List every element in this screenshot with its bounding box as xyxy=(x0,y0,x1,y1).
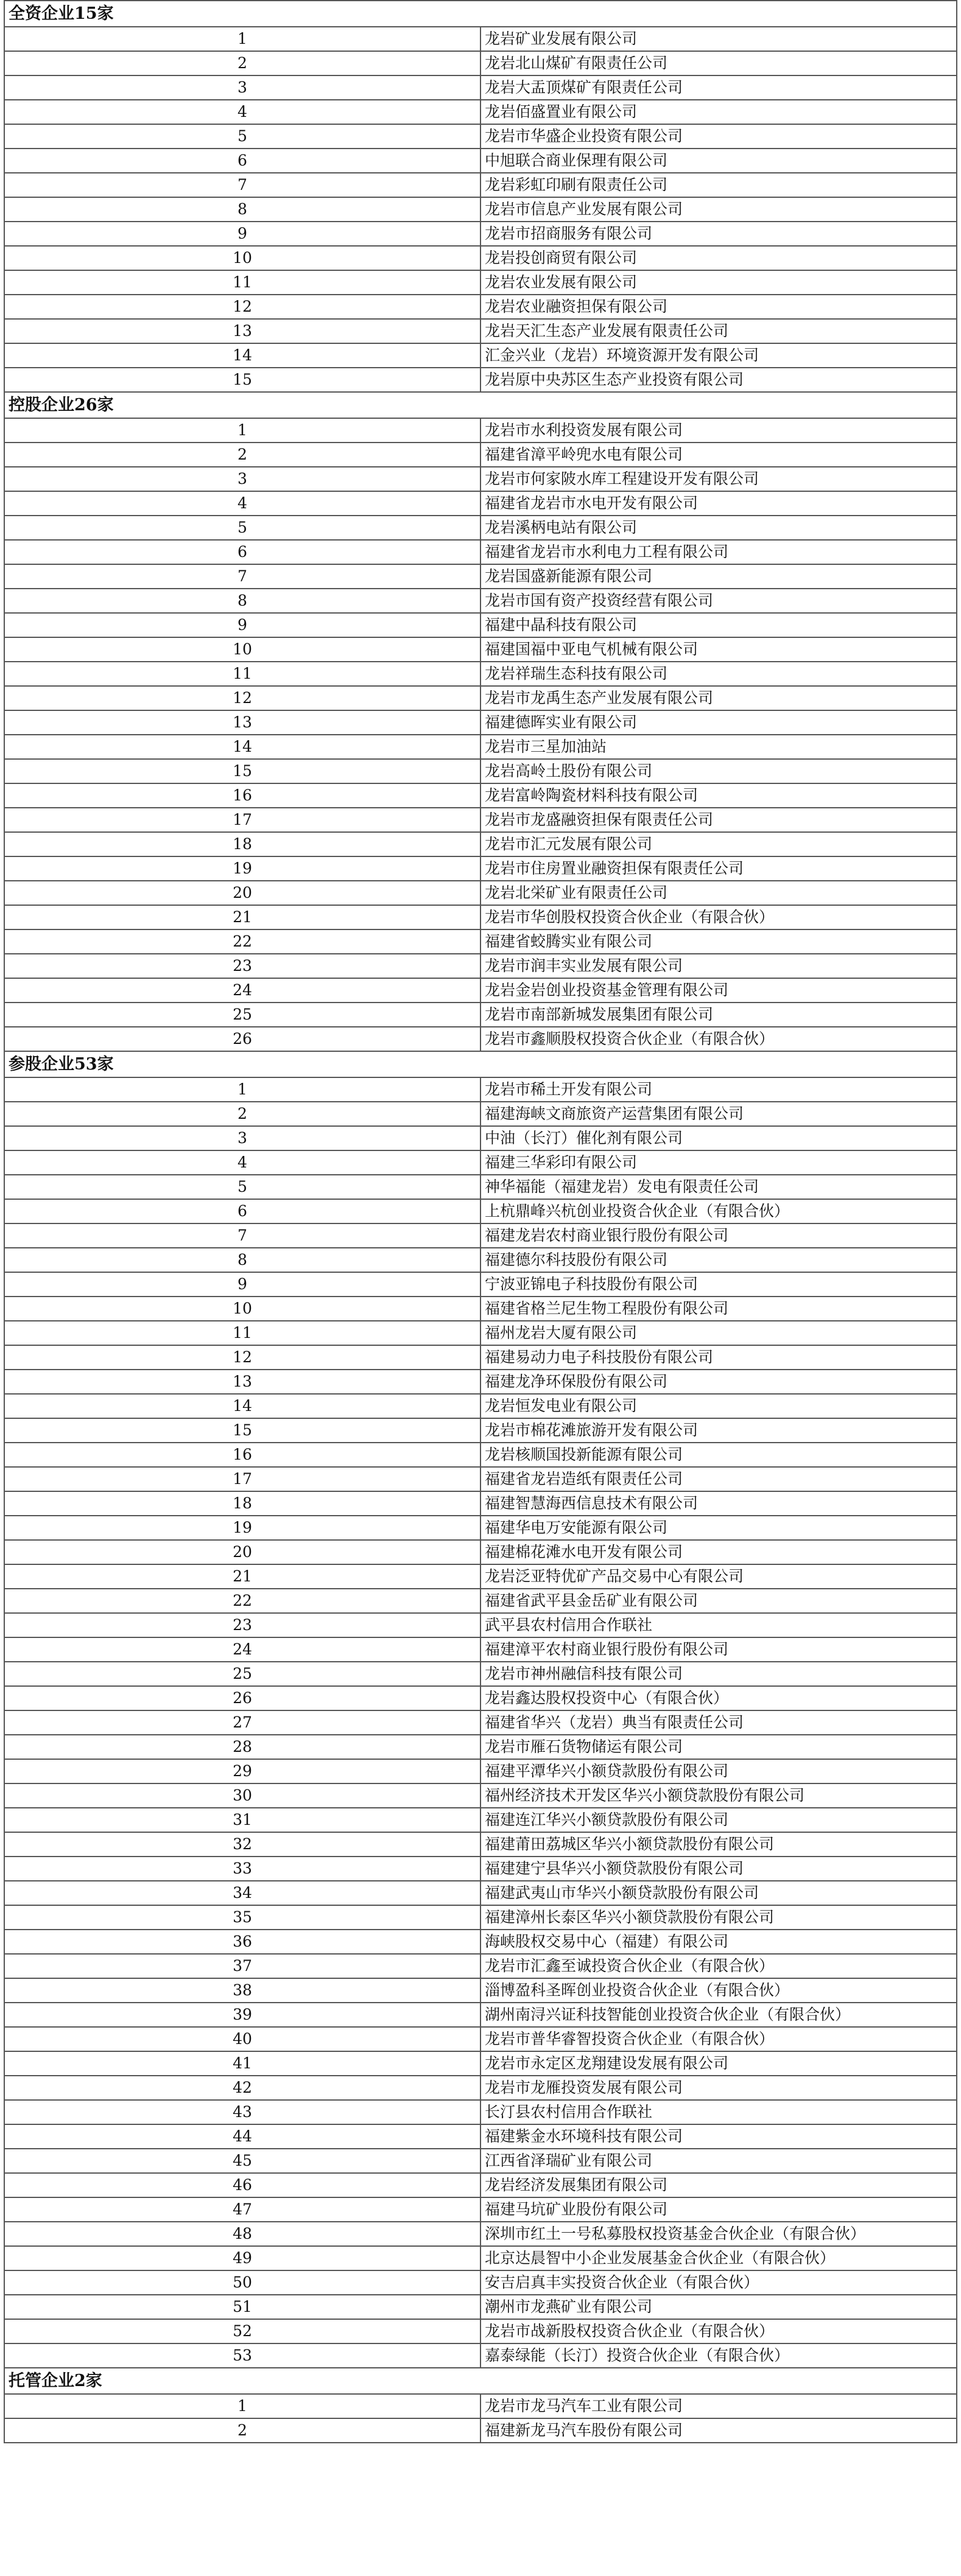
row-number: 24 xyxy=(4,1637,480,1662)
row-number: 11 xyxy=(4,1321,480,1345)
table-row xyxy=(4,1027,957,1051)
company-name: 龙岩溪柄电站有限公司 xyxy=(480,516,957,540)
row-number: 42 xyxy=(4,2076,480,2100)
table-row xyxy=(4,2394,957,2418)
row-number: 12 xyxy=(4,686,480,710)
company-name: 龙岩市战新股权投资合伙企业（有限合伙） xyxy=(480,2319,957,2343)
row-number: 13 xyxy=(4,1370,480,1394)
row-number: 1 xyxy=(4,418,480,443)
row-number: 14 xyxy=(4,1394,480,1418)
table-row xyxy=(4,1199,957,1223)
row-number: 45 xyxy=(4,2149,480,2173)
row-number: 43 xyxy=(4,2100,480,2124)
row-number: 18 xyxy=(4,1491,480,1516)
table-row xyxy=(4,1808,957,1832)
table-row xyxy=(4,1516,957,1540)
company-name: 福建海峡文商旅资产运营集团有限公司 xyxy=(480,1102,957,1126)
row-number: 6 xyxy=(4,149,480,173)
table-row xyxy=(4,1491,957,1516)
row-number: 5 xyxy=(4,1175,480,1199)
company-name: 武平县农村信用合作联社 xyxy=(480,1613,957,1637)
row-number: 33 xyxy=(4,1857,480,1881)
company-name: 龙岩市普华睿智投资合伙企业（有限合伙） xyxy=(480,2027,957,2051)
company-name: 龙岩投创商贸有限公司 xyxy=(480,246,957,270)
company-name: 龙岩高岭土股份有限公司 xyxy=(480,759,957,783)
company-name: 福建中晶科技有限公司 xyxy=(480,613,957,637)
company-name: 福建省格兰尼生物工程股份有限公司 xyxy=(480,1297,957,1321)
company-name: 福建德晖实业有限公司 xyxy=(480,710,957,735)
table-row xyxy=(4,2027,957,2051)
section-header-row xyxy=(4,392,957,418)
row-number: 4 xyxy=(4,1150,480,1175)
company-name: 福建平潭华兴小额贷款股份有限公司 xyxy=(480,1759,957,1783)
table-row xyxy=(4,1905,957,1930)
company-name: 龙岩市三星加油站 xyxy=(480,735,957,759)
table-row xyxy=(4,1394,957,1418)
table-row xyxy=(4,2124,957,2149)
row-number: 9 xyxy=(4,222,480,246)
company-name: 中旭联合商业保理有限公司 xyxy=(480,149,957,173)
row-number: 22 xyxy=(4,1589,480,1613)
row-number: 5 xyxy=(4,124,480,149)
table-row xyxy=(4,2295,957,2319)
company-name: 潮州市龙燕矿业有限公司 xyxy=(480,2295,957,2319)
company-name: 北京达晨智中小企业发展基金合伙企业（有限合伙） xyxy=(480,2246,957,2270)
company-name: 江西省泽瑞矿业有限公司 xyxy=(480,2149,957,2173)
section-header-row xyxy=(4,2368,957,2394)
table-row xyxy=(4,1467,957,1491)
table-row xyxy=(4,1150,957,1175)
row-number: 48 xyxy=(4,2222,480,2246)
table-row xyxy=(4,1686,957,1710)
table-row xyxy=(4,1418,957,1443)
enterprise-table xyxy=(4,0,957,2443)
row-number: 19 xyxy=(4,1516,480,1540)
row-number: 31 xyxy=(4,1808,480,1832)
row-number: 49 xyxy=(4,2246,480,2270)
company-name: 龙岩市龙马汽车工业有限公司 xyxy=(480,2394,957,2418)
row-number: 29 xyxy=(4,1759,480,1783)
enterprise-table-body xyxy=(4,1,957,2443)
table-row xyxy=(4,954,957,978)
company-name: 龙岩市龙盛融资担保有限责任公司 xyxy=(480,808,957,832)
company-name: 福建漳州长泰区华兴小额贷款股份有限公司 xyxy=(480,1905,957,1930)
company-name: 深圳市红土一号私募股权投资基金合伙企业（有限合伙） xyxy=(480,2222,957,2246)
row-number: 17 xyxy=(4,808,480,832)
company-name: 福建易动力电子科技股份有限公司 xyxy=(480,1345,957,1370)
company-name: 淄博盈科圣晖创业投资合伙企业（有限合伙） xyxy=(480,1978,957,2003)
table-row xyxy=(4,2222,957,2246)
row-number: 8 xyxy=(4,197,480,222)
company-name: 龙岩市润丰实业发展有限公司 xyxy=(480,954,957,978)
company-name: 长汀县农村信用合作联社 xyxy=(480,2100,957,2124)
table-row xyxy=(4,2197,957,2222)
row-number: 35 xyxy=(4,1905,480,1930)
row-number: 30 xyxy=(4,1783,480,1808)
table-row xyxy=(4,856,957,881)
table-row xyxy=(4,2003,957,2027)
table-row xyxy=(4,2343,957,2368)
row-number: 7 xyxy=(4,173,480,197)
row-number: 2 xyxy=(4,51,480,75)
table-row xyxy=(4,1783,957,1808)
company-name: 龙岩农业融资担保有限公司 xyxy=(480,295,957,319)
row-number: 18 xyxy=(4,832,480,856)
row-number: 21 xyxy=(4,1564,480,1589)
table-row xyxy=(4,1272,957,1297)
company-name: 神华福能（福建龙岩）发电有限责任公司 xyxy=(480,1175,957,1199)
company-name: 龙岩市汇鑫至诚投资合伙企业（有限合伙） xyxy=(480,1954,957,1978)
table-row xyxy=(4,2051,957,2076)
row-number: 14 xyxy=(4,343,480,368)
row-number: 13 xyxy=(4,710,480,735)
row-number: 17 xyxy=(4,1467,480,1491)
row-number: 47 xyxy=(4,2197,480,2222)
company-name: 龙岩北山煤矿有限责任公司 xyxy=(480,51,957,75)
table-row xyxy=(4,343,957,368)
row-number: 50 xyxy=(4,2270,480,2295)
company-name: 宁波亚锦电子科技股份有限公司 xyxy=(480,1272,957,1297)
row-number: 7 xyxy=(4,1223,480,1248)
table-row xyxy=(4,1930,957,1954)
row-number: 6 xyxy=(4,540,480,564)
company-name: 龙岩市汇元发展有限公司 xyxy=(480,832,957,856)
row-number: 7 xyxy=(4,564,480,589)
company-name: 福建省蛟腾实业有限公司 xyxy=(480,929,957,954)
table-row xyxy=(4,1978,957,2003)
row-number: 27 xyxy=(4,1710,480,1735)
table-row xyxy=(4,124,957,149)
company-name: 福建省龙岩市水电开发有限公司 xyxy=(480,491,957,516)
table-row xyxy=(4,270,957,295)
section-header-row xyxy=(4,1,957,27)
table-row xyxy=(4,1126,957,1150)
row-number: 24 xyxy=(4,978,480,1003)
table-row xyxy=(4,881,957,905)
company-name: 龙岩市永定区龙翔建设发展有限公司 xyxy=(480,2051,957,2076)
table-row xyxy=(4,1662,957,1686)
row-number: 22 xyxy=(4,929,480,954)
table-row xyxy=(4,2076,957,2100)
row-number: 11 xyxy=(4,270,480,295)
company-name: 龙岩恒发电业有限公司 xyxy=(480,1394,957,1418)
table-row xyxy=(4,100,957,124)
row-number: 40 xyxy=(4,2027,480,2051)
company-name: 福建建宁县华兴小额贷款股份有限公司 xyxy=(480,1857,957,1881)
row-number: 14 xyxy=(4,735,480,759)
row-number: 4 xyxy=(4,100,480,124)
row-number: 39 xyxy=(4,2003,480,2027)
table-row xyxy=(4,1589,957,1613)
table-row xyxy=(4,1954,957,1978)
table-row xyxy=(4,246,957,270)
table-row xyxy=(4,368,957,392)
row-number: 25 xyxy=(4,1003,480,1027)
row-number: 51 xyxy=(4,2295,480,2319)
company-name: 福建龙净环保股份有限公司 xyxy=(480,1370,957,1394)
table-row xyxy=(4,1175,957,1199)
company-name: 福州经济技术开发区华兴小额贷款股份有限公司 xyxy=(480,1783,957,1808)
table-row xyxy=(4,1832,957,1857)
company-name: 中油（长汀）催化剂有限公司 xyxy=(480,1126,957,1150)
table-row xyxy=(4,710,957,735)
company-name: 龙岩市南部新城发展集团有限公司 xyxy=(480,1003,957,1027)
company-name: 龙岩农业发展有限公司 xyxy=(480,270,957,295)
company-name: 龙岩天汇生态产业发展有限责任公司 xyxy=(480,319,957,343)
row-number: 12 xyxy=(4,1345,480,1370)
row-number: 23 xyxy=(4,954,480,978)
table-row xyxy=(4,443,957,467)
company-name: 嘉泰绿能（长汀）投资合伙企业（有限合伙） xyxy=(480,2343,957,2368)
table-row xyxy=(4,1443,957,1467)
table-row xyxy=(4,1881,957,1905)
table-row xyxy=(4,1637,957,1662)
table-row xyxy=(4,564,957,589)
company-name: 福州龙岩大厦有限公司 xyxy=(480,1321,957,1345)
row-number: 15 xyxy=(4,368,480,392)
company-name: 龙岩市住房置业融资担保有限责任公司 xyxy=(480,856,957,881)
company-name: 龙岩国盛新能源有限公司 xyxy=(480,564,957,589)
table-row xyxy=(4,173,957,197)
company-name: 福建智慧海西信息技术有限公司 xyxy=(480,1491,957,1516)
company-name: 福建德尔科技股份有限公司 xyxy=(480,1248,957,1272)
table-row xyxy=(4,1321,957,1345)
table-row xyxy=(4,51,957,75)
table-row xyxy=(4,832,957,856)
table-row xyxy=(4,491,957,516)
row-number: 41 xyxy=(4,2051,480,2076)
table-row xyxy=(4,662,957,686)
table-row xyxy=(4,1735,957,1759)
row-number: 1 xyxy=(4,2394,480,2418)
company-name: 龙岩市何家陂水库工程建设开发有限公司 xyxy=(480,467,957,491)
company-name: 龙岩彩虹印刷有限责任公司 xyxy=(480,173,957,197)
row-number: 13 xyxy=(4,319,480,343)
row-number: 36 xyxy=(4,1930,480,1954)
table-row xyxy=(4,783,957,808)
company-name: 龙岩市信息产业发展有限公司 xyxy=(480,197,957,222)
row-number: 10 xyxy=(4,246,480,270)
table-row xyxy=(4,686,957,710)
row-number: 9 xyxy=(4,613,480,637)
table-row xyxy=(4,319,957,343)
company-name: 福建省龙岩市水利电力工程有限公司 xyxy=(480,540,957,564)
row-number: 15 xyxy=(4,759,480,783)
company-name: 龙岩金岩创业投资基金管理有限公司 xyxy=(480,978,957,1003)
table-row xyxy=(4,2149,957,2173)
table-row xyxy=(4,2418,957,2443)
table-row xyxy=(4,637,957,662)
row-number: 6 xyxy=(4,1199,480,1223)
table-row xyxy=(4,613,957,637)
table-row xyxy=(4,1223,957,1248)
row-number: 3 xyxy=(4,1126,480,1150)
company-name: 福建马坑矿业股份有限公司 xyxy=(480,2197,957,2222)
company-name: 福建国福中亚电气机械有限公司 xyxy=(480,637,957,662)
row-number: 15 xyxy=(4,1418,480,1443)
table-row xyxy=(4,1564,957,1589)
table-row xyxy=(4,1540,957,1564)
row-number: 10 xyxy=(4,1297,480,1321)
table-row xyxy=(4,929,957,954)
table-row xyxy=(4,735,957,759)
company-name: 湖州南浔兴证科技智能创业投资合伙企业（有限合伙） xyxy=(480,2003,957,2027)
company-name: 汇金兴业（龙岩）环境资源开发有限公司 xyxy=(480,343,957,368)
section-title: 控股企业26家 xyxy=(4,392,957,418)
section-title: 参股企业53家 xyxy=(4,1051,957,1077)
row-number: 8 xyxy=(4,1248,480,1272)
table-row xyxy=(4,75,957,100)
row-number: 1 xyxy=(4,1077,480,1102)
row-number: 23 xyxy=(4,1613,480,1637)
company-name: 龙岩市国有资产投资经营有限公司 xyxy=(480,589,957,613)
company-name: 福建莆田荔城区华兴小额贷款股份有限公司 xyxy=(480,1832,957,1857)
company-name: 海峡股权交易中心（福建）有限公司 xyxy=(480,1930,957,1954)
table-row xyxy=(4,1613,957,1637)
company-name: 福建华电万安能源有限公司 xyxy=(480,1516,957,1540)
company-name: 龙岩北栄矿业有限责任公司 xyxy=(480,881,957,905)
row-number: 16 xyxy=(4,1443,480,1467)
row-number: 16 xyxy=(4,783,480,808)
table-row xyxy=(4,1077,957,1102)
table-row xyxy=(4,1003,957,1027)
company-name: 福建龙岩农村商业银行股份有限公司 xyxy=(480,1223,957,1248)
company-name: 福建省龙岩造纸有限责任公司 xyxy=(480,1467,957,1491)
row-number: 34 xyxy=(4,1881,480,1905)
row-number: 46 xyxy=(4,2173,480,2197)
table-row xyxy=(4,295,957,319)
table-row xyxy=(4,2100,957,2124)
table-row xyxy=(4,2173,957,2197)
table-row xyxy=(4,222,957,246)
table-row xyxy=(4,418,957,443)
table-row xyxy=(4,1345,957,1370)
row-number: 37 xyxy=(4,1954,480,1978)
company-name: 龙岩经济发展集团有限公司 xyxy=(480,2173,957,2197)
row-number: 4 xyxy=(4,491,480,516)
company-name: 福建省漳平岭兜水电有限公司 xyxy=(480,443,957,467)
company-name: 龙岩市棉花滩旅游开发有限公司 xyxy=(480,1418,957,1443)
row-number: 19 xyxy=(4,856,480,881)
company-name: 福建紫金水环境科技有限公司 xyxy=(480,2124,957,2149)
row-number: 10 xyxy=(4,637,480,662)
company-name: 龙岩大盂顶煤矿有限责任公司 xyxy=(480,75,957,100)
table-row xyxy=(4,540,957,564)
row-number: 38 xyxy=(4,1978,480,2003)
company-name: 福建漳平农村商业银行股份有限公司 xyxy=(480,1637,957,1662)
table-row xyxy=(4,1710,957,1735)
company-name: 龙岩佰盛置业有限公司 xyxy=(480,100,957,124)
table-row xyxy=(4,589,957,613)
row-number: 21 xyxy=(4,905,480,929)
table-row xyxy=(4,905,957,929)
company-name: 福建棉花滩水电开发有限公司 xyxy=(480,1540,957,1564)
table-row xyxy=(4,808,957,832)
row-number: 1 xyxy=(4,27,480,51)
row-number: 9 xyxy=(4,1272,480,1297)
row-number: 2 xyxy=(4,2418,480,2443)
company-name: 龙岩市神州融信科技有限公司 xyxy=(480,1662,957,1686)
company-name: 龙岩市华盛企业投资有限公司 xyxy=(480,124,957,149)
section-title: 托管企业2家 xyxy=(4,2368,957,2394)
row-number: 3 xyxy=(4,75,480,100)
table-row xyxy=(4,1297,957,1321)
table-row xyxy=(4,1370,957,1394)
table-row xyxy=(4,1857,957,1881)
table-row xyxy=(4,467,957,491)
row-number: 20 xyxy=(4,1540,480,1564)
row-number: 2 xyxy=(4,1102,480,1126)
row-number: 53 xyxy=(4,2343,480,2368)
row-number: 11 xyxy=(4,662,480,686)
company-name: 龙岩市华创股权投资合伙企业（有限合伙） xyxy=(480,905,957,929)
row-number: 2 xyxy=(4,443,480,467)
company-name: 福建三华彩印有限公司 xyxy=(480,1150,957,1175)
company-name: 福建新龙马汽车股份有限公司 xyxy=(480,2418,957,2443)
company-name: 龙岩市龙雁投资发展有限公司 xyxy=(480,2076,957,2100)
company-name: 龙岩市水利投资发展有限公司 xyxy=(480,418,957,443)
company-name: 龙岩市招商服务有限公司 xyxy=(480,222,957,246)
row-number: 5 xyxy=(4,516,480,540)
table-row xyxy=(4,27,957,51)
table-row xyxy=(4,2246,957,2270)
company-name: 上杭鼎峰兴杭创业投资合伙企业（有限合伙） xyxy=(480,1199,957,1223)
company-name: 龙岩市稀土开发有限公司 xyxy=(480,1077,957,1102)
company-name: 福建省华兴（龙岩）典当有限责任公司 xyxy=(480,1710,957,1735)
company-name: 龙岩富岭陶瓷材料科技有限公司 xyxy=(480,783,957,808)
company-name: 龙岩鑫达股权投资中心（有限合伙） xyxy=(480,1686,957,1710)
company-name: 龙岩核顺国投新能源有限公司 xyxy=(480,1443,957,1467)
company-name: 龙岩祥瑞生态科技有限公司 xyxy=(480,662,957,686)
table-row xyxy=(4,516,957,540)
company-name: 龙岩泛亚特优矿产品交易中心有限公司 xyxy=(480,1564,957,1589)
table-row xyxy=(4,2270,957,2295)
table-row xyxy=(4,759,957,783)
table-row xyxy=(4,978,957,1003)
row-number: 12 xyxy=(4,295,480,319)
row-number: 8 xyxy=(4,589,480,613)
company-name: 龙岩矿业发展有限公司 xyxy=(480,27,957,51)
table-row xyxy=(4,149,957,173)
company-name: 龙岩市雁石货物储运有限公司 xyxy=(480,1735,957,1759)
section-header-row xyxy=(4,1051,957,1077)
row-number: 44 xyxy=(4,2124,480,2149)
company-name: 安吉启真丰实投资合伙企业（有限合伙） xyxy=(480,2270,957,2295)
table-row xyxy=(4,1248,957,1272)
table-row xyxy=(4,1102,957,1126)
row-number: 32 xyxy=(4,1832,480,1857)
row-number: 3 xyxy=(4,467,480,491)
company-name: 龙岩市鑫顺股权投资合伙企业（有限合伙） xyxy=(480,1027,957,1051)
company-name: 福建武夷山市华兴小额贷款股份有限公司 xyxy=(480,1881,957,1905)
company-name: 福建连江华兴小额贷款股份有限公司 xyxy=(480,1808,957,1832)
company-name: 龙岩市龙禹生态产业发展有限公司 xyxy=(480,686,957,710)
row-number: 52 xyxy=(4,2319,480,2343)
table-row xyxy=(4,2319,957,2343)
row-number: 28 xyxy=(4,1735,480,1759)
row-number: 26 xyxy=(4,1027,480,1051)
row-number: 20 xyxy=(4,881,480,905)
company-name: 龙岩原中央苏区生态产业投资有限公司 xyxy=(480,368,957,392)
table-row xyxy=(4,197,957,222)
table-row xyxy=(4,1759,957,1783)
company-name: 福建省武平县金岳矿业有限公司 xyxy=(480,1589,957,1613)
section-title: 全资企业15家 xyxy=(4,1,957,27)
row-number: 25 xyxy=(4,1662,480,1686)
row-number: 26 xyxy=(4,1686,480,1710)
